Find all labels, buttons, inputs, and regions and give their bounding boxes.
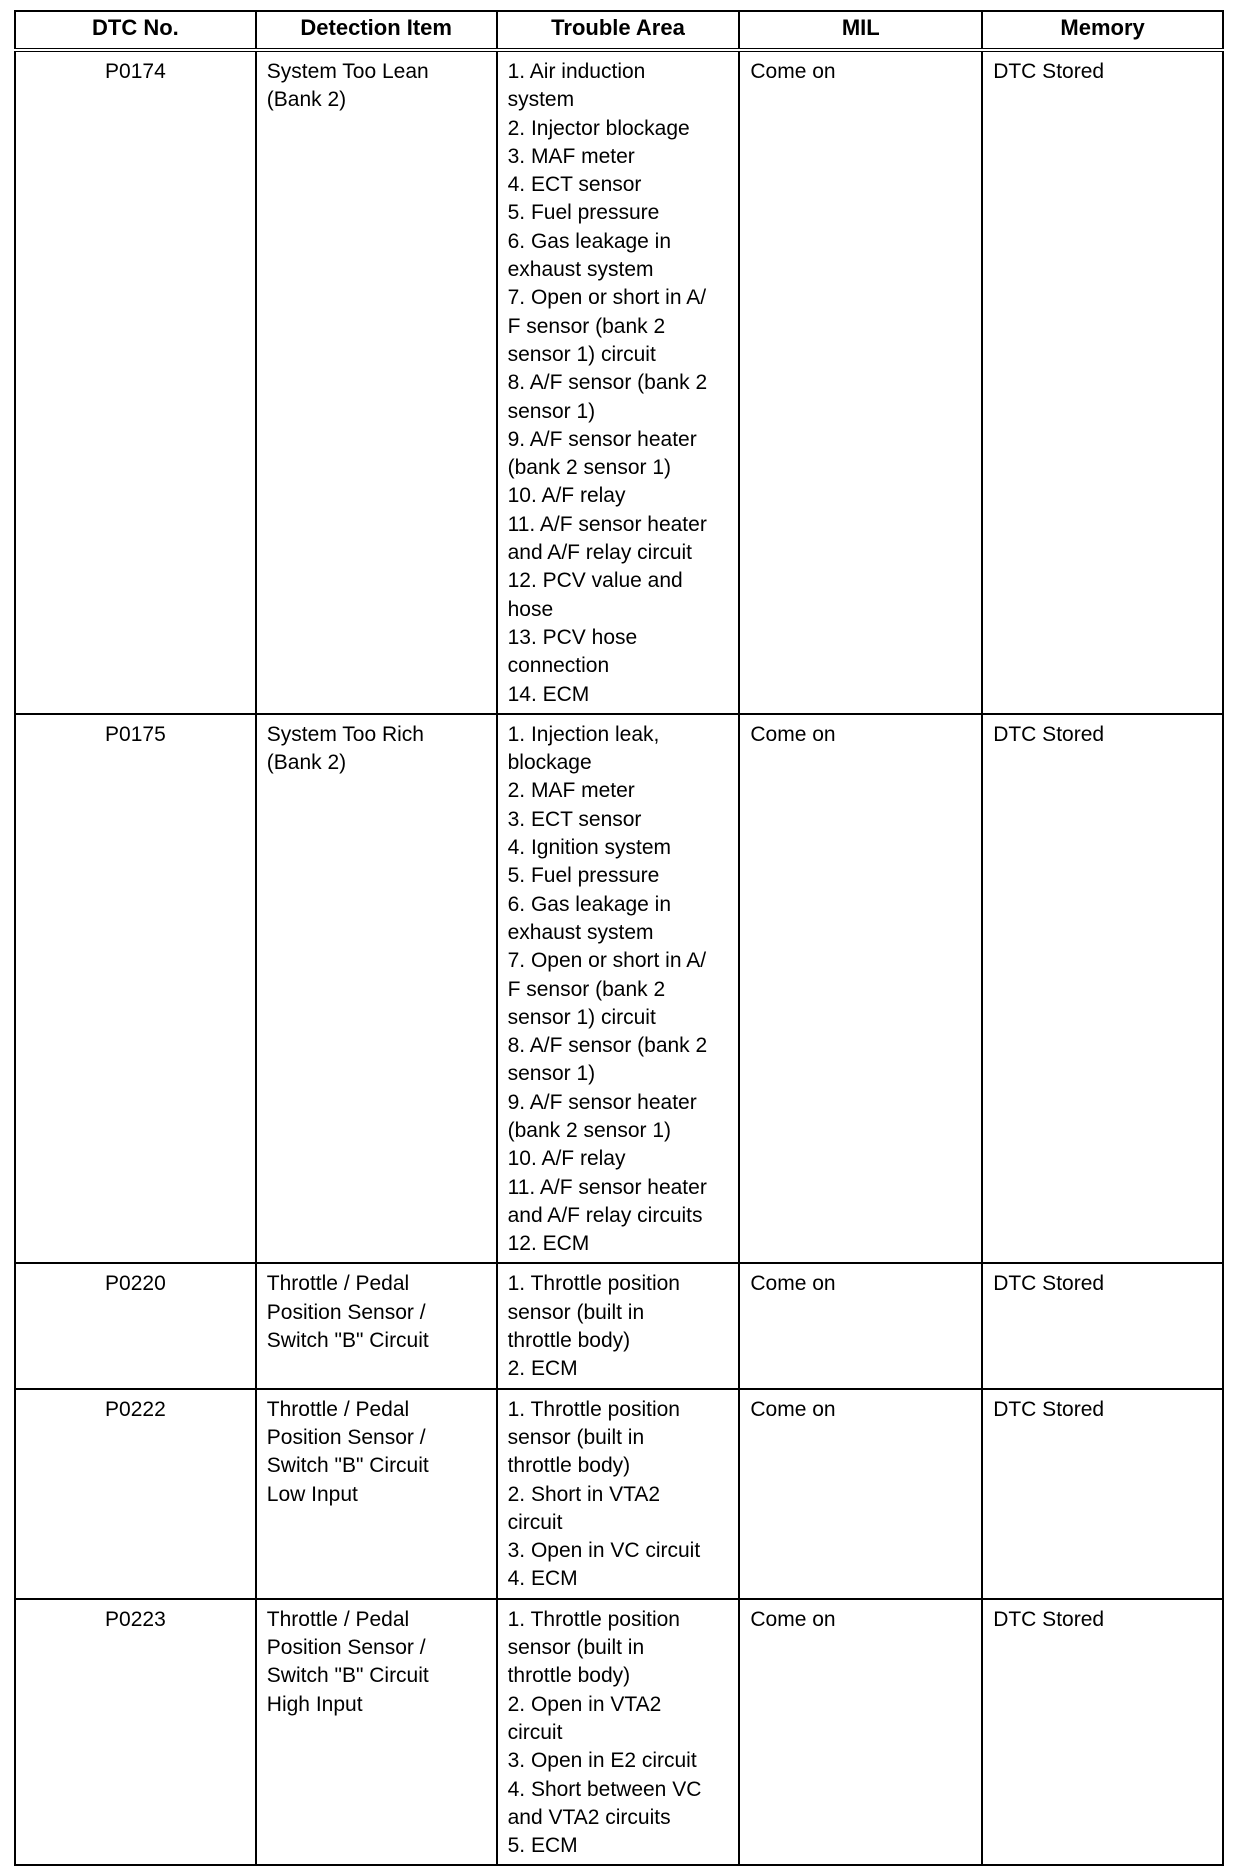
table-row <box>15 1599 1223 1866</box>
trouble-area-cell <box>497 1599 740 1866</box>
trouble-area-line: 1. Throttle position <box>507 1607 680 1631</box>
mil-status: Come on <box>739 714 982 1264</box>
trouble-area-line: 5. ECM <box>507 1834 578 1858</box>
trouble-area-line: 2. Open in VTA2 <box>507 1692 662 1716</box>
detection-item-cell <box>256 1263 497 1388</box>
trouble-area-line: F sensor (bank 2 <box>507 977 666 1001</box>
trouble-area-line: sensor 1) circuit <box>507 1005 656 1029</box>
detection-item-cell <box>256 1389 497 1599</box>
trouble-area-line: 4. ECT sensor <box>507 173 642 197</box>
trouble-area-line: 1. Air induction <box>507 60 646 83</box>
trouble-area-line: 6. Gas leakage in <box>507 892 672 916</box>
detection-item-line: (Bank 2) <box>266 751 347 775</box>
trouble-area-line: 14. ECM <box>507 682 590 706</box>
trouble-area-line: 12. ECM <box>507 1232 590 1256</box>
header-trouble-area: Trouble Area <box>497 11 740 50</box>
detection-item-line: (Bank 2) <box>266 88 347 112</box>
detection-item-line: Low Input <box>266 1482 358 1506</box>
trouble-area-line: sensor 1) <box>507 399 596 423</box>
mil-status: Come on <box>739 50 982 714</box>
trouble-area-line: 11. A/F sensor heater <box>507 512 707 536</box>
trouble-area-line: 13. PCV hose <box>507 625 638 649</box>
trouble-area-line: connection <box>507 654 610 678</box>
dtc-code: P0175 <box>15 714 256 1264</box>
trouble-area-cell <box>497 1389 740 1599</box>
table-body <box>15 50 1223 1865</box>
trouble-area-line: 4. ECM <box>507 1567 578 1591</box>
detection-item-line: Switch "B" Circuit <box>266 1664 429 1688</box>
trouble-area-line: exhaust system <box>507 920 654 944</box>
trouble-area-line: blockage <box>507 751 592 775</box>
trouble-area-line: 7. Open or short in A/ <box>507 286 707 310</box>
trouble-area-line: sensor 1) circuit <box>507 342 656 366</box>
trouble-area-line: circuit <box>507 1720 563 1744</box>
trouble-area-line: circuit <box>507 1510 563 1534</box>
detection-item-line: Position Sensor / <box>266 1300 426 1324</box>
header-dtc-no: DTC No. <box>15 11 256 50</box>
trouble-area-line: throttle body) <box>507 1664 631 1688</box>
trouble-area-line: and A/F relay circuit <box>507 541 692 565</box>
detection-item-line: High Input <box>266 1692 363 1716</box>
trouble-area-line: sensor (built in <box>507 1425 645 1449</box>
trouble-area-line: 3. Open in E2 circuit <box>507 1749 697 1773</box>
header-memory: Memory <box>982 11 1223 50</box>
detection-item-line: System Too Lean <box>266 60 429 83</box>
memory-status: DTC Stored <box>982 1263 1223 1388</box>
header-mil: MIL <box>739 11 982 50</box>
dtc-code: P0223 <box>15 1599 256 1866</box>
memory-status: DTC Stored <box>982 714 1223 1264</box>
trouble-area-line: 8. A/F sensor (bank 2 <box>507 1034 708 1058</box>
detection-item-line: Switch "B" Circuit <box>266 1329 429 1353</box>
detection-item-cell <box>256 1599 497 1866</box>
mil-status: Come on <box>739 1599 982 1866</box>
mil-status: Come on <box>739 1263 982 1388</box>
trouble-area-line: 3. ECT sensor <box>507 807 642 831</box>
dtc-code: P0220 <box>15 1263 256 1388</box>
dtc-code: P0174 <box>15 50 256 714</box>
memory-status: DTC Stored <box>982 50 1223 714</box>
trouble-area-line: 8. A/F sensor (bank 2 <box>507 371 708 395</box>
trouble-area-line: 2. ECM <box>507 1357 578 1381</box>
trouble-area-cell <box>497 714 740 1264</box>
trouble-area-line: 5. Fuel pressure <box>507 201 660 225</box>
header-row <box>15 11 1223 50</box>
trouble-area-line: 4. Ignition system <box>507 836 671 860</box>
table-row <box>15 1389 1223 1599</box>
trouble-area-line: 2. Injector blockage <box>507 116 690 140</box>
trouble-area-line: 10. A/F relay <box>507 484 626 508</box>
trouble-area-line: 7. Open or short in A/ <box>507 949 707 973</box>
trouble-area-line: F sensor (bank 2 <box>507 314 666 338</box>
trouble-area-line: (bank 2 sensor 1) <box>507 456 672 480</box>
detection-item-cell <box>256 50 497 714</box>
detection-item-line: Throttle / Pedal <box>266 1272 410 1296</box>
trouble-area-line: 5. Fuel pressure <box>507 864 660 888</box>
trouble-area-line: system <box>507 88 575 112</box>
detection-item-line: Throttle / Pedal <box>266 1397 410 1421</box>
table-header <box>15 11 1223 50</box>
trouble-area-cell <box>497 50 740 714</box>
table-row <box>15 50 1223 714</box>
trouble-area-line: and VTA2 circuits <box>507 1805 671 1829</box>
trouble-area-line: 3. MAF meter <box>507 144 635 168</box>
trouble-area-line: 9. A/F sensor heater <box>507 427 697 451</box>
trouble-area-line: throttle body) <box>507 1454 631 1478</box>
trouble-area-line: and A/F relay circuits <box>507 1203 703 1227</box>
trouble-area-line: (bank 2 sensor 1) <box>507 1118 672 1142</box>
detection-item-line: Throttle / Pedal <box>266 1607 410 1631</box>
trouble-area-line: 12. PCV value and <box>507 569 683 593</box>
trouble-area-line: exhaust system <box>507 258 654 282</box>
trouble-area-line: 1. Injection leak, <box>507 722 660 746</box>
trouble-area-cell <box>497 1263 740 1388</box>
trouble-area-line: hose <box>507 597 554 621</box>
header-detection-item: Detection Item <box>256 11 497 50</box>
mil-status: Come on <box>739 1389 982 1599</box>
trouble-area-line: sensor (built in <box>507 1300 645 1324</box>
memory-status: DTC Stored <box>982 1389 1223 1599</box>
trouble-area-line: 3. Open in VC circuit <box>507 1539 701 1563</box>
detection-item-line: System Too Rich <box>266 722 424 746</box>
trouble-area-line: 1. Throttle position <box>507 1272 680 1296</box>
trouble-area-line: sensor (built in <box>507 1636 645 1660</box>
trouble-area-line: 10. A/F relay <box>507 1147 626 1171</box>
trouble-area-line: 2. MAF meter <box>507 779 635 803</box>
detection-item-line: Switch "B" Circuit <box>266 1454 429 1478</box>
memory-status: DTC Stored <box>982 1599 1223 1866</box>
detection-item-cell <box>256 714 497 1264</box>
trouble-area-line: sensor 1) <box>507 1062 596 1086</box>
trouble-area-line: 2. Short in VTA2 <box>507 1482 661 1506</box>
detection-item-line: Position Sensor / <box>266 1636 426 1660</box>
table-row <box>15 714 1223 1264</box>
dtc-table <box>14 10 1224 1866</box>
dtc-code: P0222 <box>15 1389 256 1599</box>
trouble-area-line: throttle body) <box>507 1329 631 1353</box>
trouble-area-line: 6. Gas leakage in <box>507 229 672 253</box>
trouble-area-line: 1. Throttle position <box>507 1397 680 1421</box>
detection-item-line: Position Sensor / <box>266 1425 426 1449</box>
table-row <box>15 1263 1223 1388</box>
trouble-area-line: 9. A/F sensor heater <box>507 1090 697 1114</box>
trouble-area-line: 4. Short between VC <box>507 1777 702 1801</box>
trouble-area-line: 11. A/F sensor heater <box>507 1175 707 1199</box>
